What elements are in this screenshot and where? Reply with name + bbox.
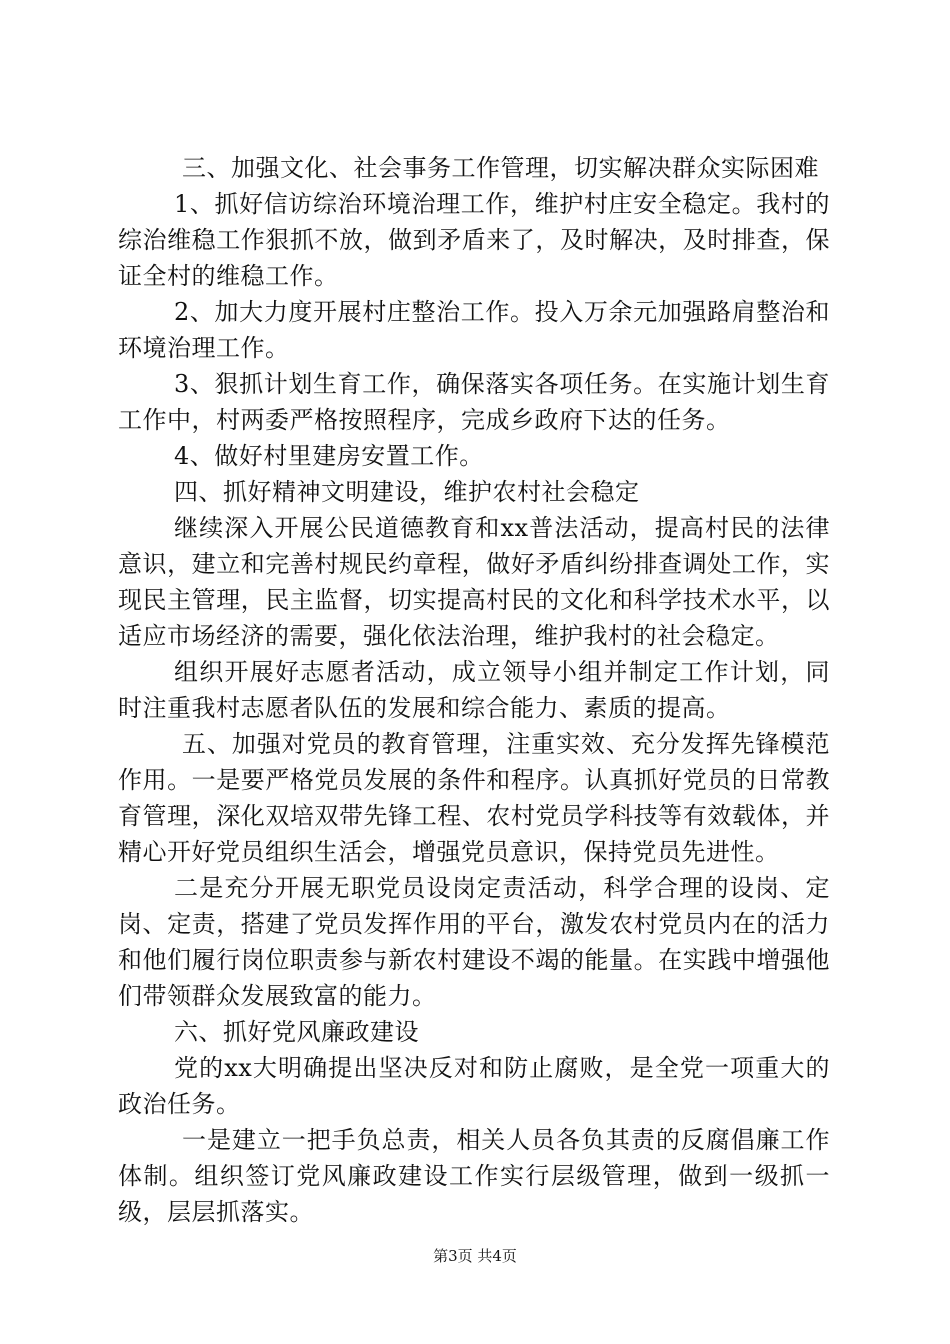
body-paragraph: 五、加强对党员的教育管理，注重实效、充分发挥先锋模范作用。一是要严格党员发展的条件和程序。认真抓好党员的日常教育管理，深化双培双带先锋工程、农村党员学科技等有效载体，并精心开好党员组织生活会，增强党员意识，保持党员先进性。 bbox=[118, 730, 830, 866]
body-paragraph: 一是建立一把手负总责，相关人员各负其责的反腐倡廉工作体制。组织签订党风廉政建设工作实行层级管理，做到一级抓一级，层层抓落实。 bbox=[118, 1126, 830, 1226]
body-paragraph: 组织开展好志愿者活动，成立领导小组并制定工作计划，同时注重我村志愿者队伍的发展和综合能力、素质的提高。 bbox=[118, 658, 830, 722]
body-paragraph: 党的xx大明确提出坚决反对和防止腐败，是全党一项重大的政治任务。 bbox=[118, 1054, 830, 1118]
section-heading: 四、抓好精神文明建设，维护农村社会稳定 bbox=[174, 478, 640, 506]
body-paragraph: 继续深入开展公民道德教育和xx普法活动，提高村民的法律意识，建立和完善村规民约章程，做好矛盾纠纷排查调处工作，实现民主管理，民主监督，切实提高村民的文化和科学技术水平，以适应市场经济的需要，强化依法治理，维护我村的社会稳定。 bbox=[118, 514, 830, 650]
section-heading: 六、抓好党风廉政建设 bbox=[174, 1018, 419, 1046]
body-paragraph: 2、加大力度开展村庄整治工作。投入万余元加强路肩整治和环境治理工作。 bbox=[118, 298, 830, 362]
body-paragraph: 4、做好村里建房安置工作。 bbox=[174, 442, 484, 470]
body-paragraph: 3、狠抓计划生育工作，确保落实各项任务。在实施计划生育工作中，村两委严格按照程序，完成乡政府下达的任务。 bbox=[118, 370, 830, 434]
section-heading: 三、加强文化、社会事务工作管理，切实解决群众实际困难 bbox=[182, 154, 819, 182]
document-body bbox=[118, 150, 830, 1230]
body-paragraph: 二是充分开展无职党员设岗定责活动，科学合理的设岗、定岗、定责，搭建了党员发挥作用的平台，激发农村党员内在的活力和他们履行岗位职责参与新农村建设不竭的能量。在实践中增强他们带领群众发展致富的能力。 bbox=[118, 874, 830, 1010]
page-footer: 第3页 共4页 bbox=[433, 1247, 517, 1265]
body-paragraph: 1、抓好信访综治环境治理工作，维护村庄安全稳定。我村的综治维稳工作狠抓不放，做到矛盾来了，及时解决，及时排查，保证全村的维稳工作。 bbox=[118, 190, 830, 290]
